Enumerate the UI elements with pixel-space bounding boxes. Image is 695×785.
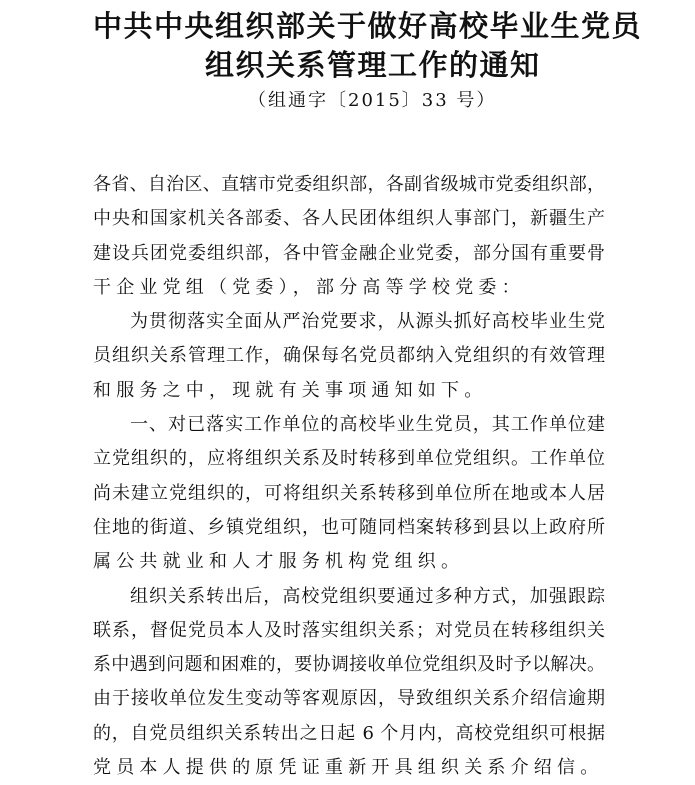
body-line: 为贯彻落实全面从严治党要求，从源头抓好高校毕业生党 — [130, 311, 605, 333]
body-line: 尚未建立党组织的，可将组织关系转移到单位所在地或本人居 — [93, 482, 605, 504]
body-line: 立党组织的，应将组织关系及时转移到单位党组织。工作单位 — [93, 448, 605, 470]
body-line: 组织关系转出后，高校党组织要通过多种方式，加强跟踪 — [130, 585, 605, 607]
body-line: 系中遇到问题和困难的，要协调接收单位党组织及时予以解决。 — [93, 654, 605, 676]
body-line: 中央和国家机关各部委、各人民团体组织人事部门，新疆生产 — [93, 208, 605, 230]
body-line: 的，自党员组织关系转出之日起 6 个月内，高校党组织可根据 — [93, 722, 605, 744]
body-line: 员组织关系管理工作，确保每名党员都纳入党组织的有效管理 — [93, 345, 605, 367]
body-line: 和服务之中，现就有关事项通知如下。 — [93, 379, 488, 401]
body-line: 由于接收单位发生变动等客观原因，导致组织关系介绍信逾期 — [93, 688, 605, 710]
body-line: 各省、自治区、直辖市党委组织部，各副省级城市党委组织部， — [93, 174, 605, 195]
body-line: 一、对已落实工作单位的高校毕业生党员，其工作单位建 — [130, 414, 605, 436]
body-line: 住地的街道、乡镇党组织，也可随同档案转移到县以上政府所 — [93, 516, 605, 538]
document-title-line-1: 中共中央组织部关于做好高校毕业生党员 — [93, 9, 643, 43]
body-line: 干企业党组（党委），部分高等学校党委： — [93, 276, 525, 298]
body-line: 属公共就业和人才服务机构党组织。 — [93, 551, 465, 573]
document-title-line-2: 组织关系管理工作的通知 — [205, 48, 541, 82]
body-line: 建设兵团党委组织部，各中管金融企业党委，部分国有重要骨 — [93, 242, 605, 264]
document-number: （组通字〔2015〕33 号） — [248, 90, 497, 111]
document-body — [93, 168, 605, 785]
body-line: 党员本人提供的原凭证重新开具组织关系介绍信。 — [93, 757, 604, 779]
body-line: 联系，督促党员本人及时落实组织关系；对党员在转移组织关 — [93, 619, 605, 641]
